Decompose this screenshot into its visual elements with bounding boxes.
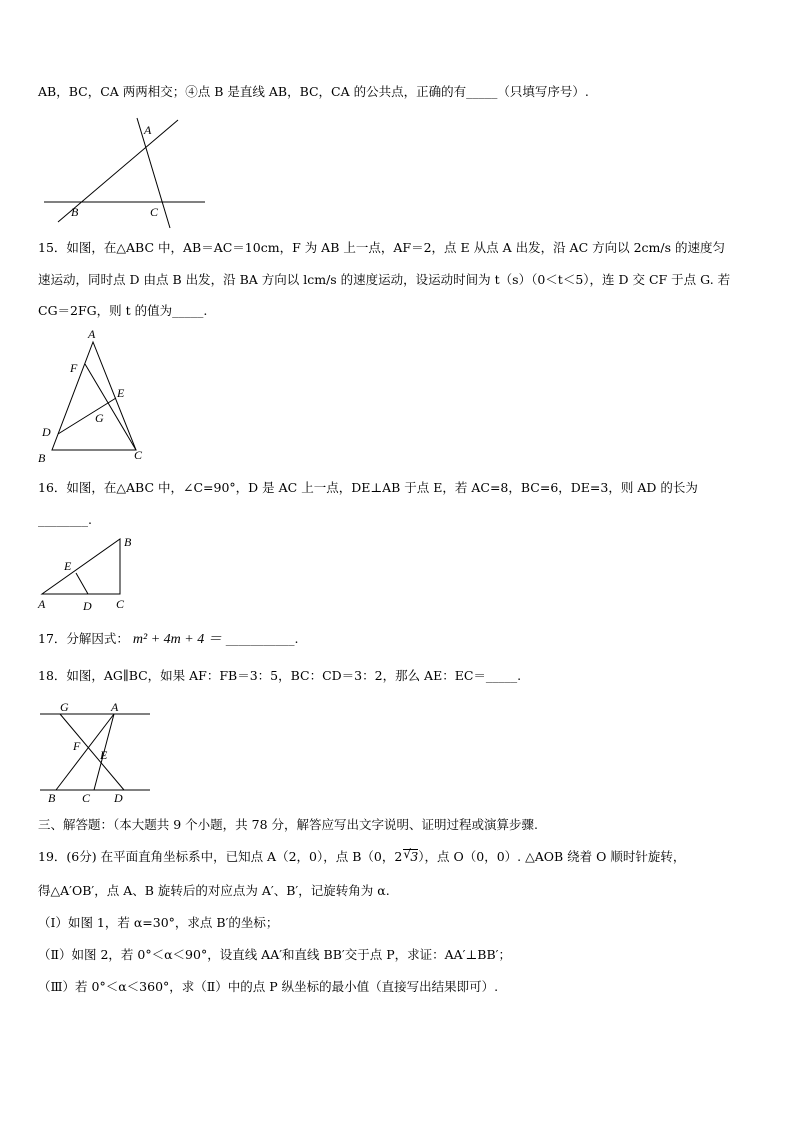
q14-label-c: C: [150, 205, 159, 219]
q19-part2: （Ⅱ）如图 2，若 0°＜α＜90°，设直线 AA′和直线 BB′交于点 P，求证：AA′⊥BB′；: [38, 947, 511, 962]
q18-label-a: A: [111, 700, 119, 714]
q19-part1: （I）如图 1，若 α=30°，求点 B′的坐标；: [38, 915, 279, 930]
q18-label-f: F: [73, 739, 81, 753]
q14-text: AB，BC，CA 两两相交；④点 B 是直线 AB，BC，CA 的公共点，正确的有_____（只填写序号）.: [38, 84, 589, 99]
section-three-heading: 三、解答题：（本大题共 9 个小题，共 78 分，解答应写出文字说明、证明过程或演算步骤.: [38, 817, 538, 832]
q15-text-1: 15．如图，在△ABC 中，AB＝AC＝10cm，F 为 AB 上一点，AF＝2，点 E 从点 A 出发，沿 AC 方向以 2cm/s 的速度匀: [38, 240, 725, 255]
q15-label-g: G: [95, 411, 104, 425]
q15-label-a: A: [88, 327, 96, 341]
q19-sqrt: √ 3: [403, 847, 419, 864]
q16-text-1: 16．如图，在△ABC 中，∠C=90°，D 是 AC 上一点，DE⊥AB 于点 E，若 AC=8，BC=6，DE=3，则 AD 的长为: [38, 480, 698, 495]
q15-label-d: D: [42, 425, 51, 439]
q15-label-c: C: [134, 448, 143, 462]
q16-label-a: A: [38, 597, 46, 611]
q19-part3: （Ⅲ）若 0°＜α＜360°，求（Ⅱ）中的点 P 纵坐标的最小值（直接写出结果即可）.: [38, 979, 499, 994]
q16-label-b: B: [124, 535, 132, 549]
q16-label-c: C: [116, 597, 125, 611]
q14-label-b: B: [71, 205, 79, 219]
q19-line1-a: 19．(6分) 在平面直角坐标系中，已知点 A（2，0），点 B（0，2: [38, 849, 403, 864]
q17-formula: m² + 4m + 4 ＝: [132, 632, 222, 647]
q17-prefix: 17．分解因式：: [38, 631, 129, 646]
q16-label-d: D: [83, 599, 92, 613]
q15-text-3: CG＝2FG，则 t 的值为_____.: [38, 303, 208, 318]
q18-text: 18．如图，AG∥BC，如果 AF：FB＝3：5，BC：CD＝3：2，那么 AE：EC＝_____.: [38, 668, 522, 683]
q19-line1-b: ），点 O（0，0）. △AOB 绕着 O 顺时针旋转，: [418, 849, 686, 864]
q18-label-c: C: [82, 791, 91, 805]
q15-figure: [36, 326, 156, 466]
q18-label-d: D: [114, 791, 123, 805]
q14-label-a: A: [144, 123, 152, 137]
q19-text-2: 得△A′OB′，点 A、B 旋转后的对应点为 A′、B′，记旋转角为 α.: [38, 883, 390, 898]
q15-label-b: B: [38, 451, 46, 465]
q17-text: [38, 631, 298, 648]
q18-label-e: E: [100, 748, 108, 762]
q18-label-g: G: [60, 700, 69, 714]
q15-label-f: F: [70, 361, 78, 375]
q15-label-e: E: [117, 386, 125, 400]
q18-figure: [38, 698, 154, 806]
q15-text-2: 速运动，同时点 D 由点 B 出发，沿 BA 方向以 lcm/s 的速度运动，设运动时间为 t（s）（0＜t＜5），连 D 交 CF 于点 G. 若: [38, 272, 731, 287]
q16-text-2: ________.: [38, 512, 92, 527]
q14-figure: [38, 112, 218, 232]
q17-suffix: ___________.: [225, 631, 299, 646]
q16-label-e: E: [64, 559, 72, 573]
q19-text-1: [38, 849, 685, 865]
q18-label-b: B: [48, 791, 56, 805]
q16-figure: [36, 534, 146, 614]
